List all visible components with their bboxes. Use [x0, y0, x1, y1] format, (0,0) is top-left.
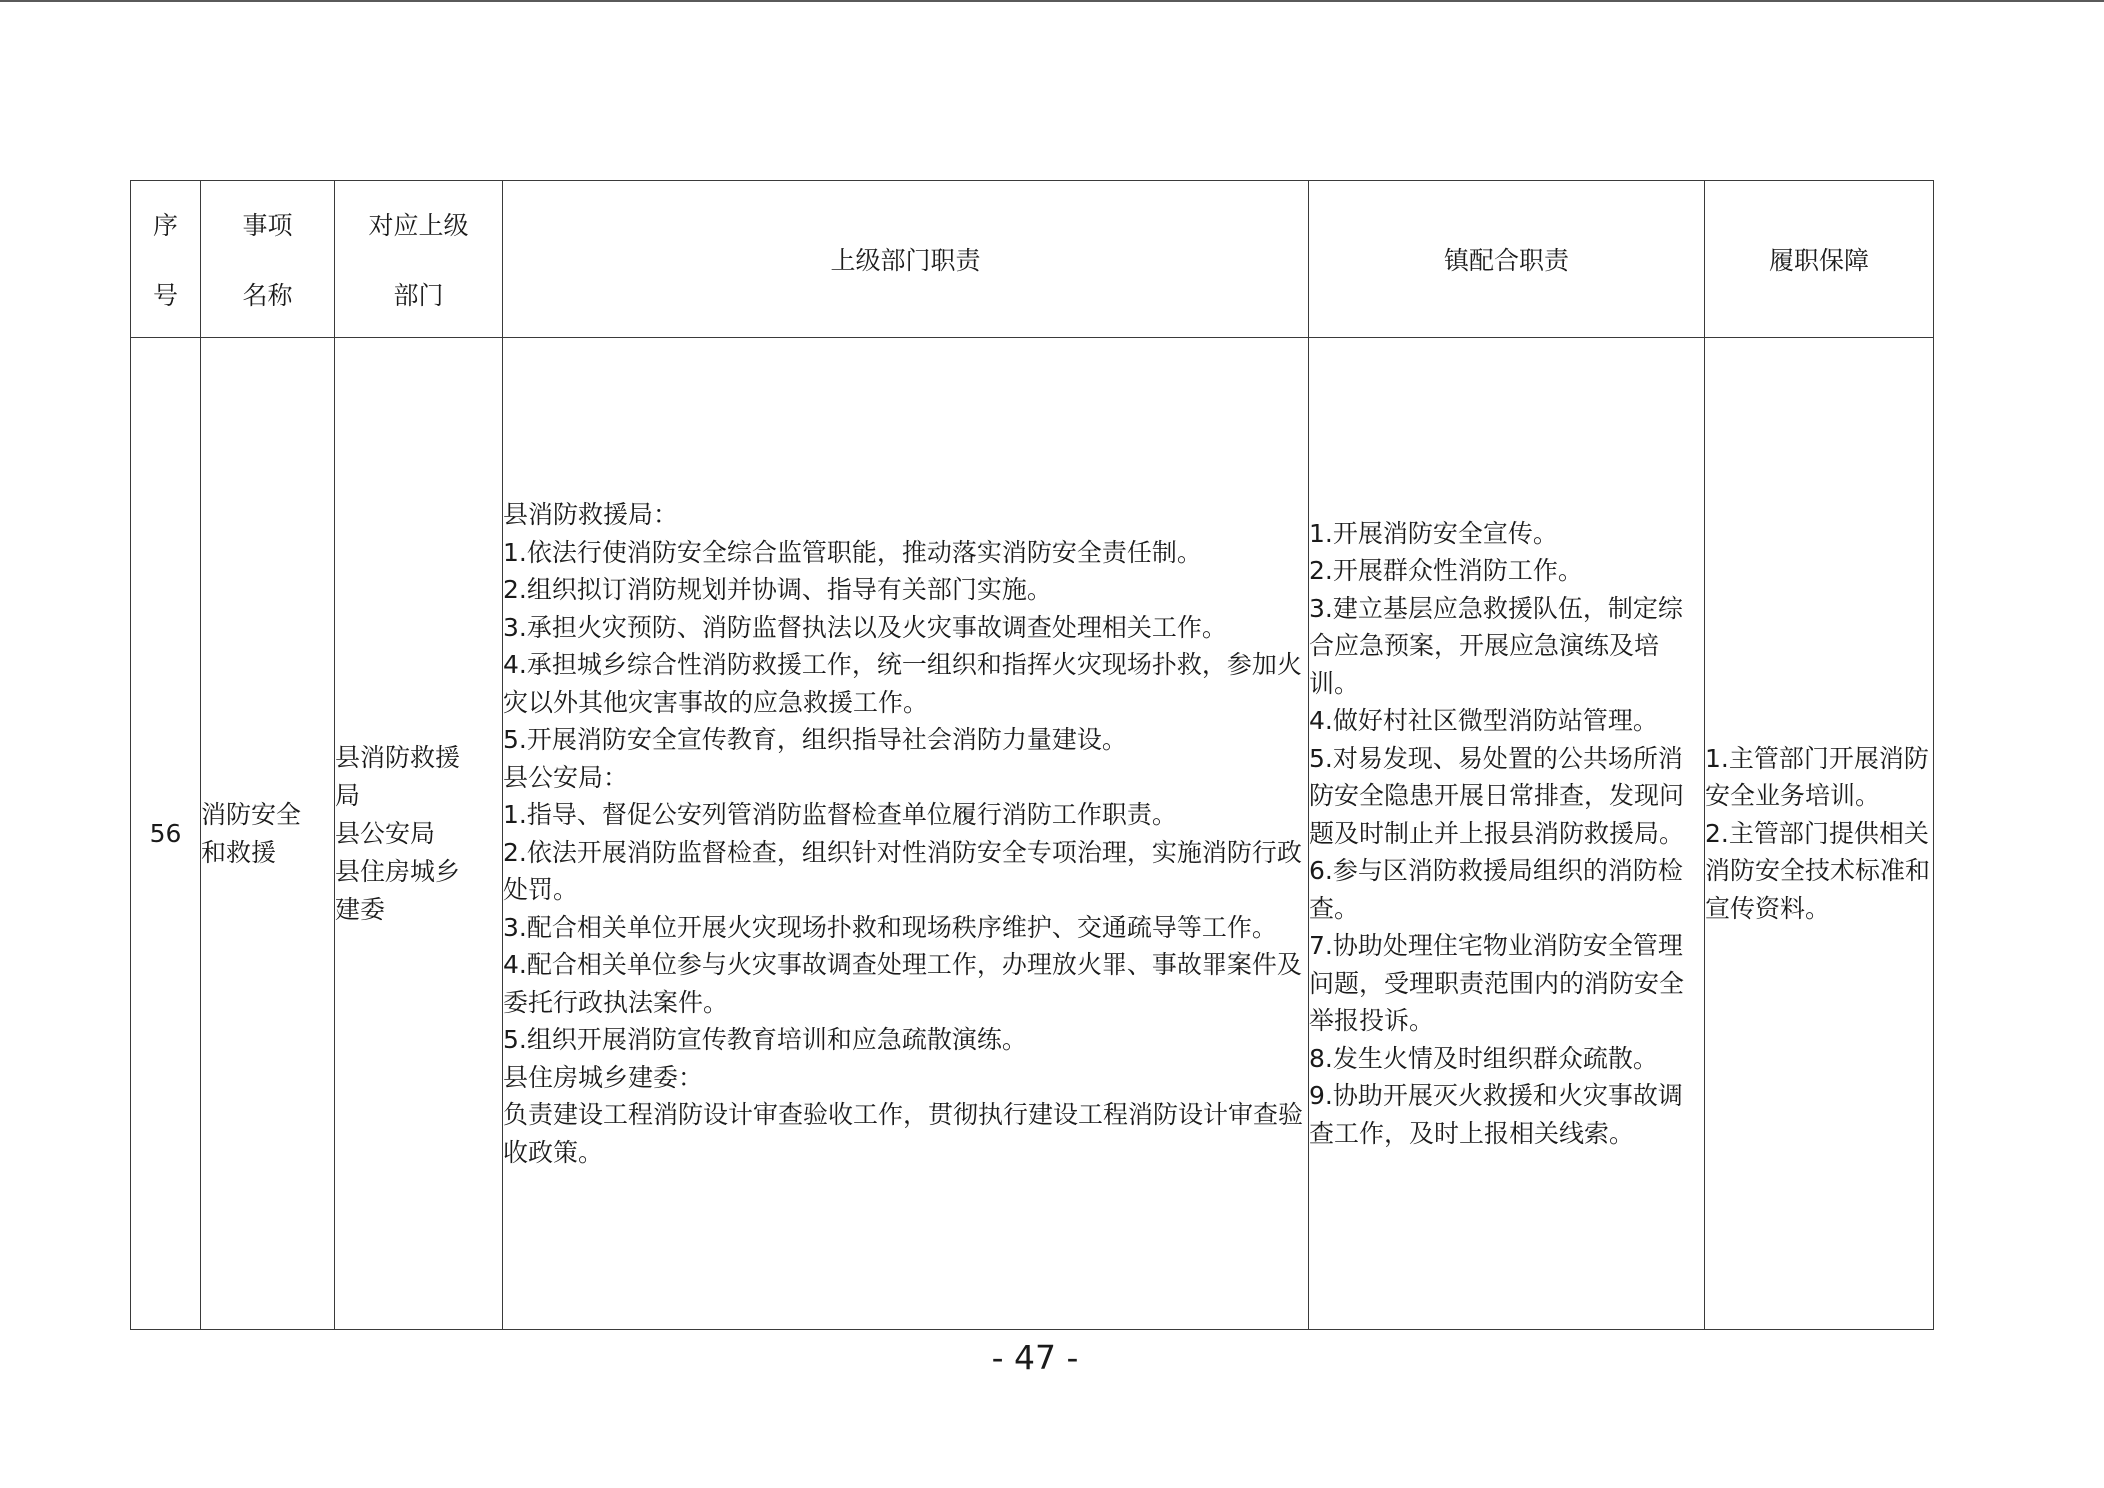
town-duty-paragraph: 4.做好村社区微型消防站管理。 — [1309, 706, 1658, 736]
row-dept-line: 建委 — [335, 894, 386, 924]
superior-duty-paragraph: 3.配合相关单位开展火灾现场扑救和现场秩序维护、交通疏导等工作。 — [503, 912, 1277, 942]
row-item-name — [201, 338, 335, 1330]
header-item-line-1: 事项 — [242, 211, 293, 240]
row-seq: 56 — [131, 338, 201, 1330]
superior-duty-paragraph: 县公安局： — [503, 762, 629, 792]
header-seq-line-2: 号 — [152, 281, 178, 310]
duty-table — [130, 180, 1934, 1330]
superior-duty-paragraph: 2.组织拟订消防规划并协调、指导有关部门实施。 — [503, 575, 1052, 604]
row-town-duty — [1309, 338, 1705, 1330]
row-dept-line: 局 — [335, 780, 361, 810]
row-guarantee — [1705, 338, 1934, 1330]
guarantee-paragraph: 2.主管部门提供相关消防安全技术标准和宣传资料。 — [1705, 818, 1931, 923]
header-superior-duty: 上级部门职责 — [503, 181, 1309, 338]
superior-duty-paragraph: 2.依法开展消防监督检查，组织针对性消防安全专项治理，实施消防行政处罚。 — [503, 837, 1302, 904]
table-header-row — [131, 181, 1934, 338]
header-seq-line-1: 序 — [152, 211, 178, 240]
header-dept-line-1: 对应上级 — [368, 211, 469, 240]
row-dept-line: 县消防救援 — [335, 742, 461, 772]
superior-duty-paragraph: 4.承担城乡综合性消防救援工作，统一组织和指挥火灾现场扑救，参加火灾以外其他灾害事故的应急救援工作。 — [503, 650, 1302, 717]
superior-duty-paragraph: 5.开展消防安全宣传教育，组织指导社会消防力量建设。 — [503, 725, 1127, 754]
header-town-duty: 镇配合职责 — [1309, 181, 1705, 338]
header-dept — [335, 181, 503, 338]
superior-duty-paragraph: 县消防救援局： — [503, 500, 679, 529]
town-duty-paragraph: 2.开展群众性消防工作。 — [1309, 556, 1583, 586]
table-row — [131, 338, 1934, 1330]
town-duty-paragraph: 6.参与区消防救援局组织的消防检查。 — [1309, 856, 1683, 923]
superior-duty-paragraph: 4.配合相关单位参与火灾事故调查处理工作，办理放火罪、事故罪案件及委托行政执法案件。 — [503, 950, 1302, 1017]
superior-duty-paragraph: 3.承担火灾预防、消防监督执法以及火灾事故调查处理相关工作。 — [503, 612, 1227, 642]
page-number: - 47 - — [991, 1338, 1079, 1377]
superior-duty-paragraph: 1.依法行使消防安全综合监管职能，推动落实消防安全责任制。 — [503, 537, 1202, 567]
town-duty-paragraph: 8.发生火情及时组织群众疏散。 — [1309, 1043, 1658, 1073]
top-border-line — [0, 0, 2104, 2]
town-duty-paragraph: 7.协助处理住宅物业消防安全管理问题，受理职责范围内的消防安全举报投诉。 — [1309, 931, 1685, 1036]
header-dept-line-2: 部门 — [393, 281, 444, 310]
superior-duty-paragraph: 县住房城乡建委： — [503, 1062, 704, 1092]
guarantee-paragraph: 1.主管部门开展消防安全业务培训。 — [1705, 743, 1929, 811]
row-dept-line: 县公安局 — [335, 818, 436, 848]
header-guarantee: 履职保障 — [1705, 181, 1934, 338]
town-duty-paragraph: 5.对易发现、易处置的公共场所消防安全隐患开展日常排查，发现问题及时制止并上报县消防救援局。 — [1309, 743, 1685, 848]
header-seq — [131, 181, 201, 338]
row-dept-line: 县住房城乡 — [335, 856, 461, 886]
town-duty-paragraph: 1.开展消防安全宣传。 — [1309, 518, 1558, 548]
town-duty-paragraph: 9.协助开展灭火救援和火灾事故调查工作，及时上报相关线索。 — [1309, 1081, 1683, 1148]
row-superior-dept — [335, 338, 503, 1330]
header-item-line-2: 名称 — [242, 281, 293, 310]
superior-duty-paragraph: 5.组织开展消防宣传教育培训和应急疏散演练。 — [503, 1025, 1027, 1054]
superior-duty-paragraph: 1.指导、督促公安列管消防监督检查单位履行消防工作职责。 — [503, 800, 1177, 829]
header-item — [201, 181, 335, 338]
superior-duty-paragraph: 负责建设工程消防设计审查验收工作，贯彻执行建设工程消防设计审查验收政策。 — [503, 1100, 1304, 1167]
row-superior-duty — [503, 338, 1309, 1330]
town-duty-paragraph: 3.建立基层应急救援队伍，制定综合应急预案，开展应急演练及培训。 — [1309, 593, 1683, 698]
row-item-name-line: 和救援 — [201, 837, 277, 867]
row-item-name-line: 消防安全 — [201, 799, 302, 829]
